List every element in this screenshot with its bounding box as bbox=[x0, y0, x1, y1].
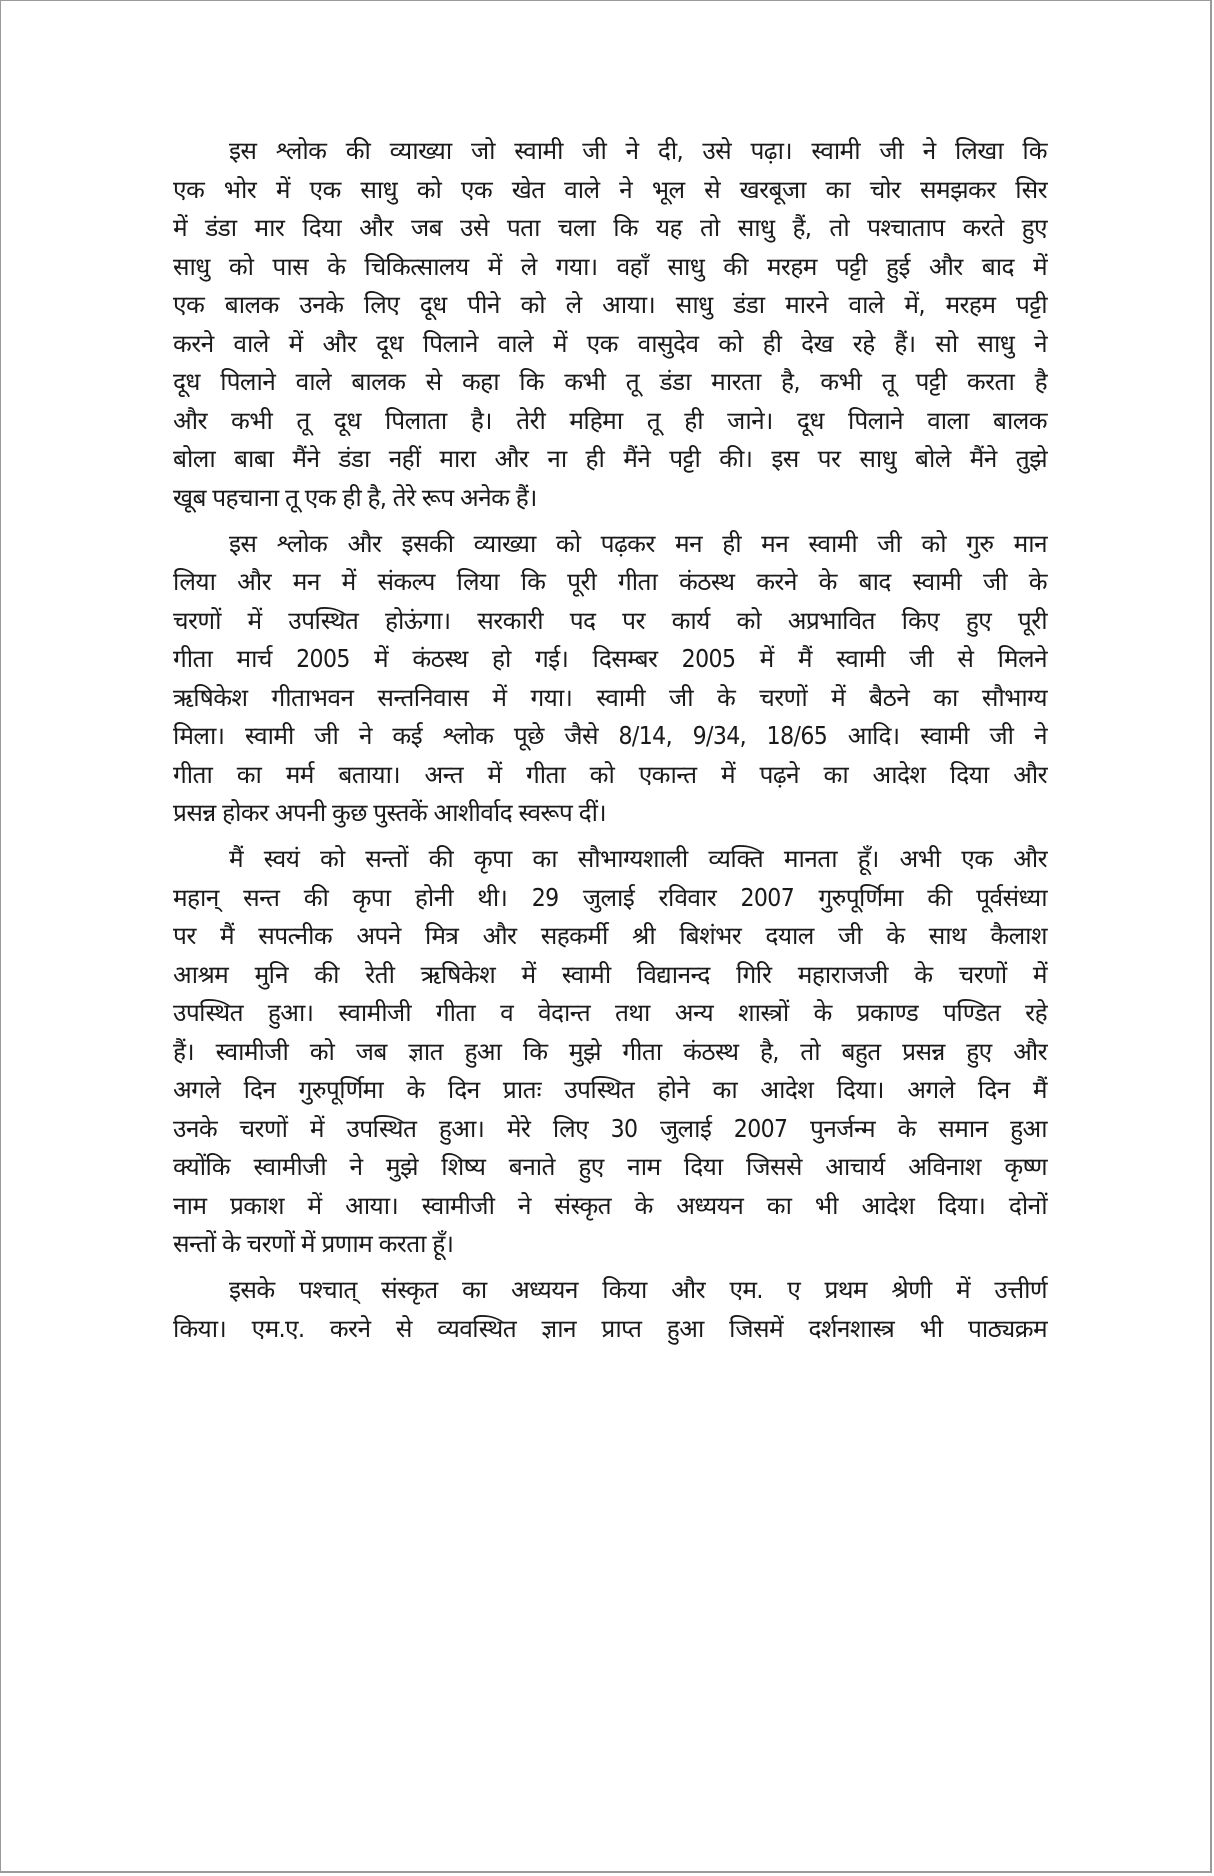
text-line: साधु को पास के चिकित्सालय में ले गया। वहाँ साधु की मरहम पट्टी हुई और बाद में bbox=[173, 251, 1047, 281]
text-line: चरणों में उपस्थित होऊंगा। सरकारी पद पर कार्य को अप्रभावित किए हुए पूरी bbox=[173, 605, 1047, 635]
text-line: क्योंकि स्वामीजी ने मुझे शिष्य बनाते हुए नाम दिया जिससे आचार्य अविनाश कृष्ण bbox=[173, 1152, 1047, 1181]
text-line: हैं। स्वामीजी को जब ज्ञात हुआ कि मुझे गीता कंठस्थ है, तो बहुत प्रसन्न हुए और bbox=[173, 1036, 1047, 1066]
text-line: नाम प्रकाश में आया। स्वामीजी ने संस्कृत के अध्ययन का भी आदेश दिया। दोनों bbox=[173, 1190, 1047, 1220]
text-line: एक भोर में एक साधु को एक खेत वाले ने भूल से खरबूजा का चोर समझकर सिर bbox=[173, 174, 1047, 204]
text-line: ऋषिकेश गीताभवन सन्तनिवास में गया। स्वामी जी के चरणों में बैठने का सौभाग्य bbox=[173, 682, 1047, 712]
paragraph-1 bbox=[173, 132, 1047, 517]
text-line: आश्रम मुनि की रेती ऋषिकेश में स्वामी विद्यानन्द गिरि महाराजजी के चरणों में bbox=[173, 959, 1047, 989]
text-line: गीता मार्च 2005 में कंठस्थ हो गई। दिसम्बर 2005 में मैं स्वामी जी से मिलने bbox=[173, 644, 1047, 673]
text-line: लिया और मन में संकल्प लिया कि पूरी गीता कंठस्थ करने के बाद स्वामी जी के bbox=[173, 567, 1047, 596]
text-line: मिला। स्वामी जी ने कई श्लोक पूछे जैसे 8/14, 9/34, 18/65 आदि। स्वामी जी ने bbox=[173, 721, 1047, 750]
text-line: गीता का मर्म बताया। अन्त में गीता को एकान्त में पढ़ने का आदेश दिया और bbox=[173, 759, 1047, 789]
text-line: सन्तों के चरणों में प्रणाम करता हूँ। bbox=[173, 1229, 454, 1258]
paragraph-3 bbox=[173, 840, 1047, 1264]
text-line: उपस्थित हुआ। स्वामीजी गीता व वेदान्त तथा अन्य शास्त्रों के प्रकाण्ड पण्डित रहे bbox=[173, 998, 1047, 1027]
paragraph-4 bbox=[173, 1271, 1047, 1348]
text-line: में डंडा मार दिया और जब उसे पता चला कि यह तो साधु हैं, तो पश्चाताप करते हुए bbox=[173, 213, 1047, 242]
text-line: प्रसन्न होकर अपनी कुछ पुस्तकें आशीर्वाद स्वरूप दीं। bbox=[173, 798, 607, 827]
text-line: इस श्लोक और इसकी व्याख्या को पढ़कर मन ही मन स्वामी जी को गुरु मान bbox=[229, 528, 1047, 558]
body-text bbox=[173, 132, 1047, 1356]
text-line: इसके पश्चात् संस्कृत का अध्ययन किया और एम. ए प्रथम श्रेणी में उत्तीर्ण bbox=[229, 1275, 1047, 1304]
text-line: खूब पहचाना तू एक ही है, तेरे रूप अनेक हैं। bbox=[173, 482, 537, 512]
text-line: एक बालक उनके लिए दूध पीने को ले आया। साधु डंडा मारने वाले में, मरहम पट्टी bbox=[173, 290, 1047, 319]
text-line: उनके चरणों में उपस्थित हुआ। मेरे लिए 30 जुलाई 2007 पुनर्जन्म के समान हुआ bbox=[173, 1113, 1047, 1143]
text-line: किया। एम.ए. करने से व्यवस्थित ज्ञान प्राप्त हुआ जिसमें दर्शनशास्त्र भी पाठ्यक्रम bbox=[173, 1313, 1047, 1343]
text-line: महान् सन्त की कृपा होनी थी। 29 जुलाई रविवार 2007 गुरुपूर्णिमा की पूर्वसंध्या bbox=[173, 882, 1047, 912]
paragraph-2 bbox=[173, 525, 1047, 833]
text-line: पर मैं सपत्नीक अपने मित्र और सहकर्मी श्री बिशंभर दयाल जी के साथ कैलाश bbox=[173, 921, 1047, 950]
text-line: अगले दिन गुरुपूर्णिमा के दिन प्रातः उपस्थित होने का आदेश दिया। अगले दिन मैं bbox=[173, 1075, 1047, 1104]
text-line: इस श्लोक की व्याख्या जो स्वामी जी ने दी, उसे पढ़ा। स्वामी जी ने लिखा कि bbox=[229, 136, 1047, 165]
text-line: मैं स्वयं को सन्तों की कृपा का सौभाग्यशाली व्यक्ति मानता हूँ। अभी एक और bbox=[229, 844, 1047, 873]
text-line: करने वाले में और दूध पिलाने वाले में एक वासुदेव को ही देख रहे हैं। सो साधु ने bbox=[173, 328, 1047, 358]
text-line: बोला बाबा मैंने डंडा नहीं मारा और ना ही मैंने पट्टी की। इस पर साधु बोले मैंने तुझे bbox=[173, 444, 1047, 473]
text-line: और कभी तू दूध पिलाता है। तेरी महिमा तू ही जाने। दूध पिलाने वाला बालक bbox=[173, 405, 1047, 435]
text-line: दूध पिलाने वाले बालक से कहा कि कभी तू डंडा मारता है, कभी तू पट्टी करता है bbox=[173, 367, 1047, 396]
